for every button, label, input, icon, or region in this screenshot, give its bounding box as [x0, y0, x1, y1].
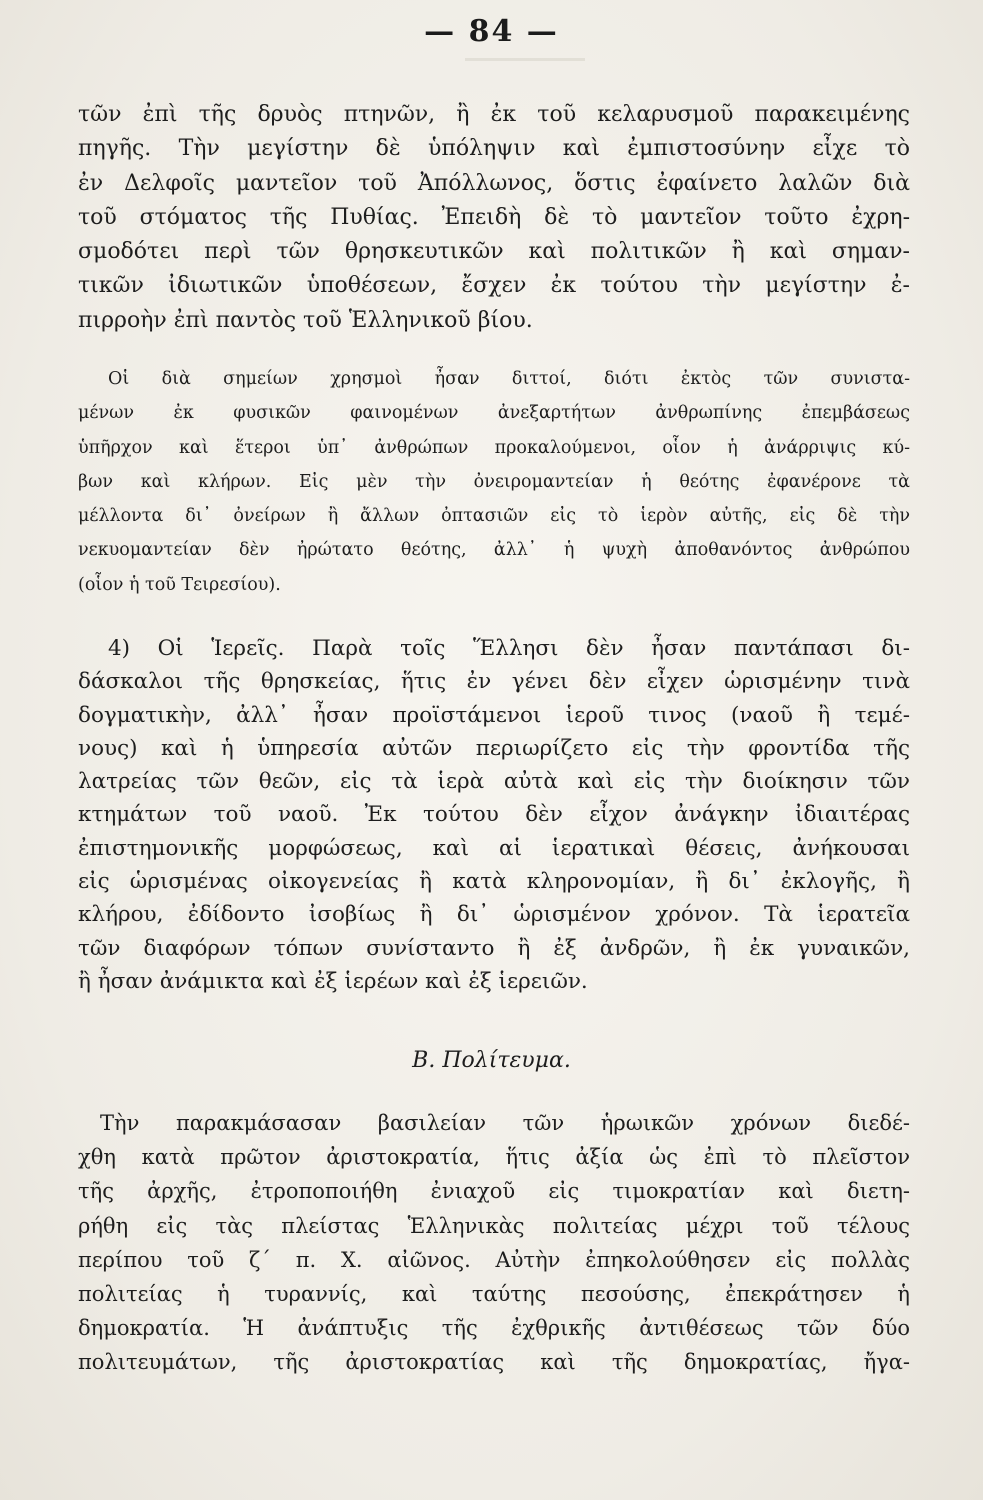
paragraph-polity: [78, 1106, 910, 1380]
bleed-through-mark: [465, 58, 585, 61]
paragraph-sign-oracles: [78, 362, 910, 602]
text-line: (οἷον ἡ τοῦ Τειρεσίου).: [78, 574, 281, 595]
text-line: δάσκαλοι τῆς θρησκείας, ἥτις ἐν γένει δὲν εἶχεν ὡρισμένην τινὰ: [78, 669, 910, 695]
text-line: εἰς ὡρισμένας οἰκογενείας ἢ κατὰ κληρονομίαν, ἢ δι᾽ ἐκλογῆς, ἢ: [78, 869, 910, 895]
text-line: ρήθη εἰς τὰς πλείστας Ἑλληνικὰς πολιτείας μέχρι τοῦ τέλους: [78, 1213, 910, 1238]
text-line: κτημάτων τοῦ ναοῦ. Ἐκ τούτου δὲν εἶχον ἀνάγκην ἰδιαιτέρας: [78, 802, 910, 828]
text-line: τῆς ἀρχῆς, ἐτροποποιήθη ἐνιαχοῦ εἰς τιμοκρατίαν καὶ διετη-: [78, 1179, 910, 1204]
text-line: σμοδότει περὶ τῶν θρησκευτικῶν καὶ πολιτικῶν ἢ καὶ σημαν-: [78, 239, 910, 265]
text-line: ἢ ἦσαν ἀνάμικτα καὶ ἐξ ἱερέων καὶ ἐξ ἱερειῶν.: [78, 968, 588, 994]
text-line: ἐπιστημονικῆς μορφώσεως, καὶ αἱ ἱερατικαὶ θέσεις, ἀνήκουσαι: [78, 835, 910, 861]
text-line: τικῶν ἰδιωτικῶν ὑποθέσεων, ἔσχεν ἐκ τούτου τὴν μεγίστην ἐ-: [78, 273, 910, 299]
text-line: δημοκρατία. Ἡ ἀνάπτυξις τῆς ἐχθρικῆς ἀντιθέσεως τῶν δύο: [78, 1316, 910, 1341]
text-line: πηγῆς. Τὴν μεγίστην δὲ ὑπόληψιν καὶ ἐμπιστοσύνην εἶχε τὸ: [78, 136, 910, 162]
text-line: πολιτευμάτων, τῆς ἀριστοκρατίας καὶ τῆς δημοκρατίας, ἤγα-: [78, 1350, 910, 1375]
text-line: κλήρου, ἐδίδοντο ἰσοβίως ἢ δι᾽ ὡρισμένον χρόνον. Τὰ ἱερατεῖα: [78, 902, 910, 928]
text-line: Οἱ διὰ σημείων χρησμοὶ ἦσαν διττοί, διότι ἐκτὸς τῶν συνιστα-: [108, 369, 910, 389]
text-line: μένων ἐκ φυσικῶν φαινομένων ἀνεξαρτήτων ἀνθρωπίνης ἐπεμβάσεως: [78, 403, 910, 424]
text-line: τοῦ στόματος τῆς Πυθίας. Ἐπειδὴ δὲ τὸ μαντεῖον τοῦτο ἐχρη-: [78, 204, 910, 230]
text-line: πολιτείας ἡ τυραννίς, καὶ ταύτης πεσούσης, ἐπεκράτησεν ἡ: [78, 1282, 910, 1307]
section-heading: Β. Πολίτευμα.: [412, 1048, 571, 1073]
text-line: ὑπῆρχον καὶ ἕτεροι ὑπ᾽ ἀνθρώπων προκαλούμενοι, οἷον ἡ ἀνάρριψις κύ-: [78, 437, 910, 458]
text-line: τῶν διαφόρων τόπων συνίσταντο ἢ ἐξ ἀνδρῶν, ἢ ἐκ γυναικῶν,: [78, 935, 910, 961]
text-line: δογματικὴν, ἀλλ᾽ ἦσαν προϊστάμενοι ἱεροῦ τινος (ναοῦ ἢ τεμέ-: [78, 702, 910, 728]
text-line: νεκυομαντείαν δὲν ἠρώτατο θεότης, ἀλλ᾽ ἡ ψυχὴ ἀποθανόντος ἀνθρώπου: [78, 540, 910, 561]
paragraph-oracles-delphi: [78, 98, 910, 338]
text-line: περίπου τοῦ ζ΄ π. Χ. αἰῶνος. Αὐτὴν ἐπηκολούθησεν εἰς πολλὰς: [78, 1247, 910, 1272]
text-line: ἐν Δελφοῖς μαντεῖον τοῦ Ἀπόλλωνος, ὅστις ἐφαίνετο λαλῶν διὰ: [78, 170, 910, 196]
text-line: τῶν ἐπὶ τῆς δρυὸς πτηνῶν, ἢ ἐκ τοῦ κελαρυσμοῦ παρακειμένης: [78, 102, 910, 127]
text-line: πιρροὴν ἐπὶ παντὸς τοῦ Ἑλληνικοῦ βίου.: [78, 307, 533, 333]
paragraph-priests: [78, 632, 910, 998]
text-line: βων καὶ κλήρων. Εἰς μὲν τὴν ὀνειρομαντείαν ἡ θεότης ἐφανέρονε τὰ: [78, 471, 910, 492]
text-line: μέλλοντα δι᾽ ὀνείρων ἢ ἄλλων ὀπτασιῶν εἰς τὸ ἱερὸν αὐτῆς, εἰς δὲ τὴν: [78, 506, 910, 527]
text-line: 4) Οἱ Ἱερεῖς. Παρὰ τοῖς Ἕλλησι δὲν ἦσαν παντάπασι δι-: [108, 636, 910, 661]
text-line: χθη κατὰ πρῶτον ἀριστοκρατία, ἥτις ἀξία ὡς ἐπὶ τὸ πλεῖστον: [78, 1145, 910, 1170]
page-number: — 84 —: [424, 14, 559, 49]
text-line: Τὴν παρακμάσασαν βασιλείαν τῶν ἡρωικῶν χρόνων διεδέ-: [100, 1111, 910, 1135]
text-line: λατρείας τῶν θεῶν, εἰς τὰ ἱερὰ αὐτὰ καὶ εἰς τὴν διοίκησιν τῶν: [78, 769, 910, 795]
text-line: νους) καὶ ἡ ὑπηρεσία αὐτῶν περιωρίζετο εἰς τὴν φροντίδα τῆς: [78, 735, 910, 761]
